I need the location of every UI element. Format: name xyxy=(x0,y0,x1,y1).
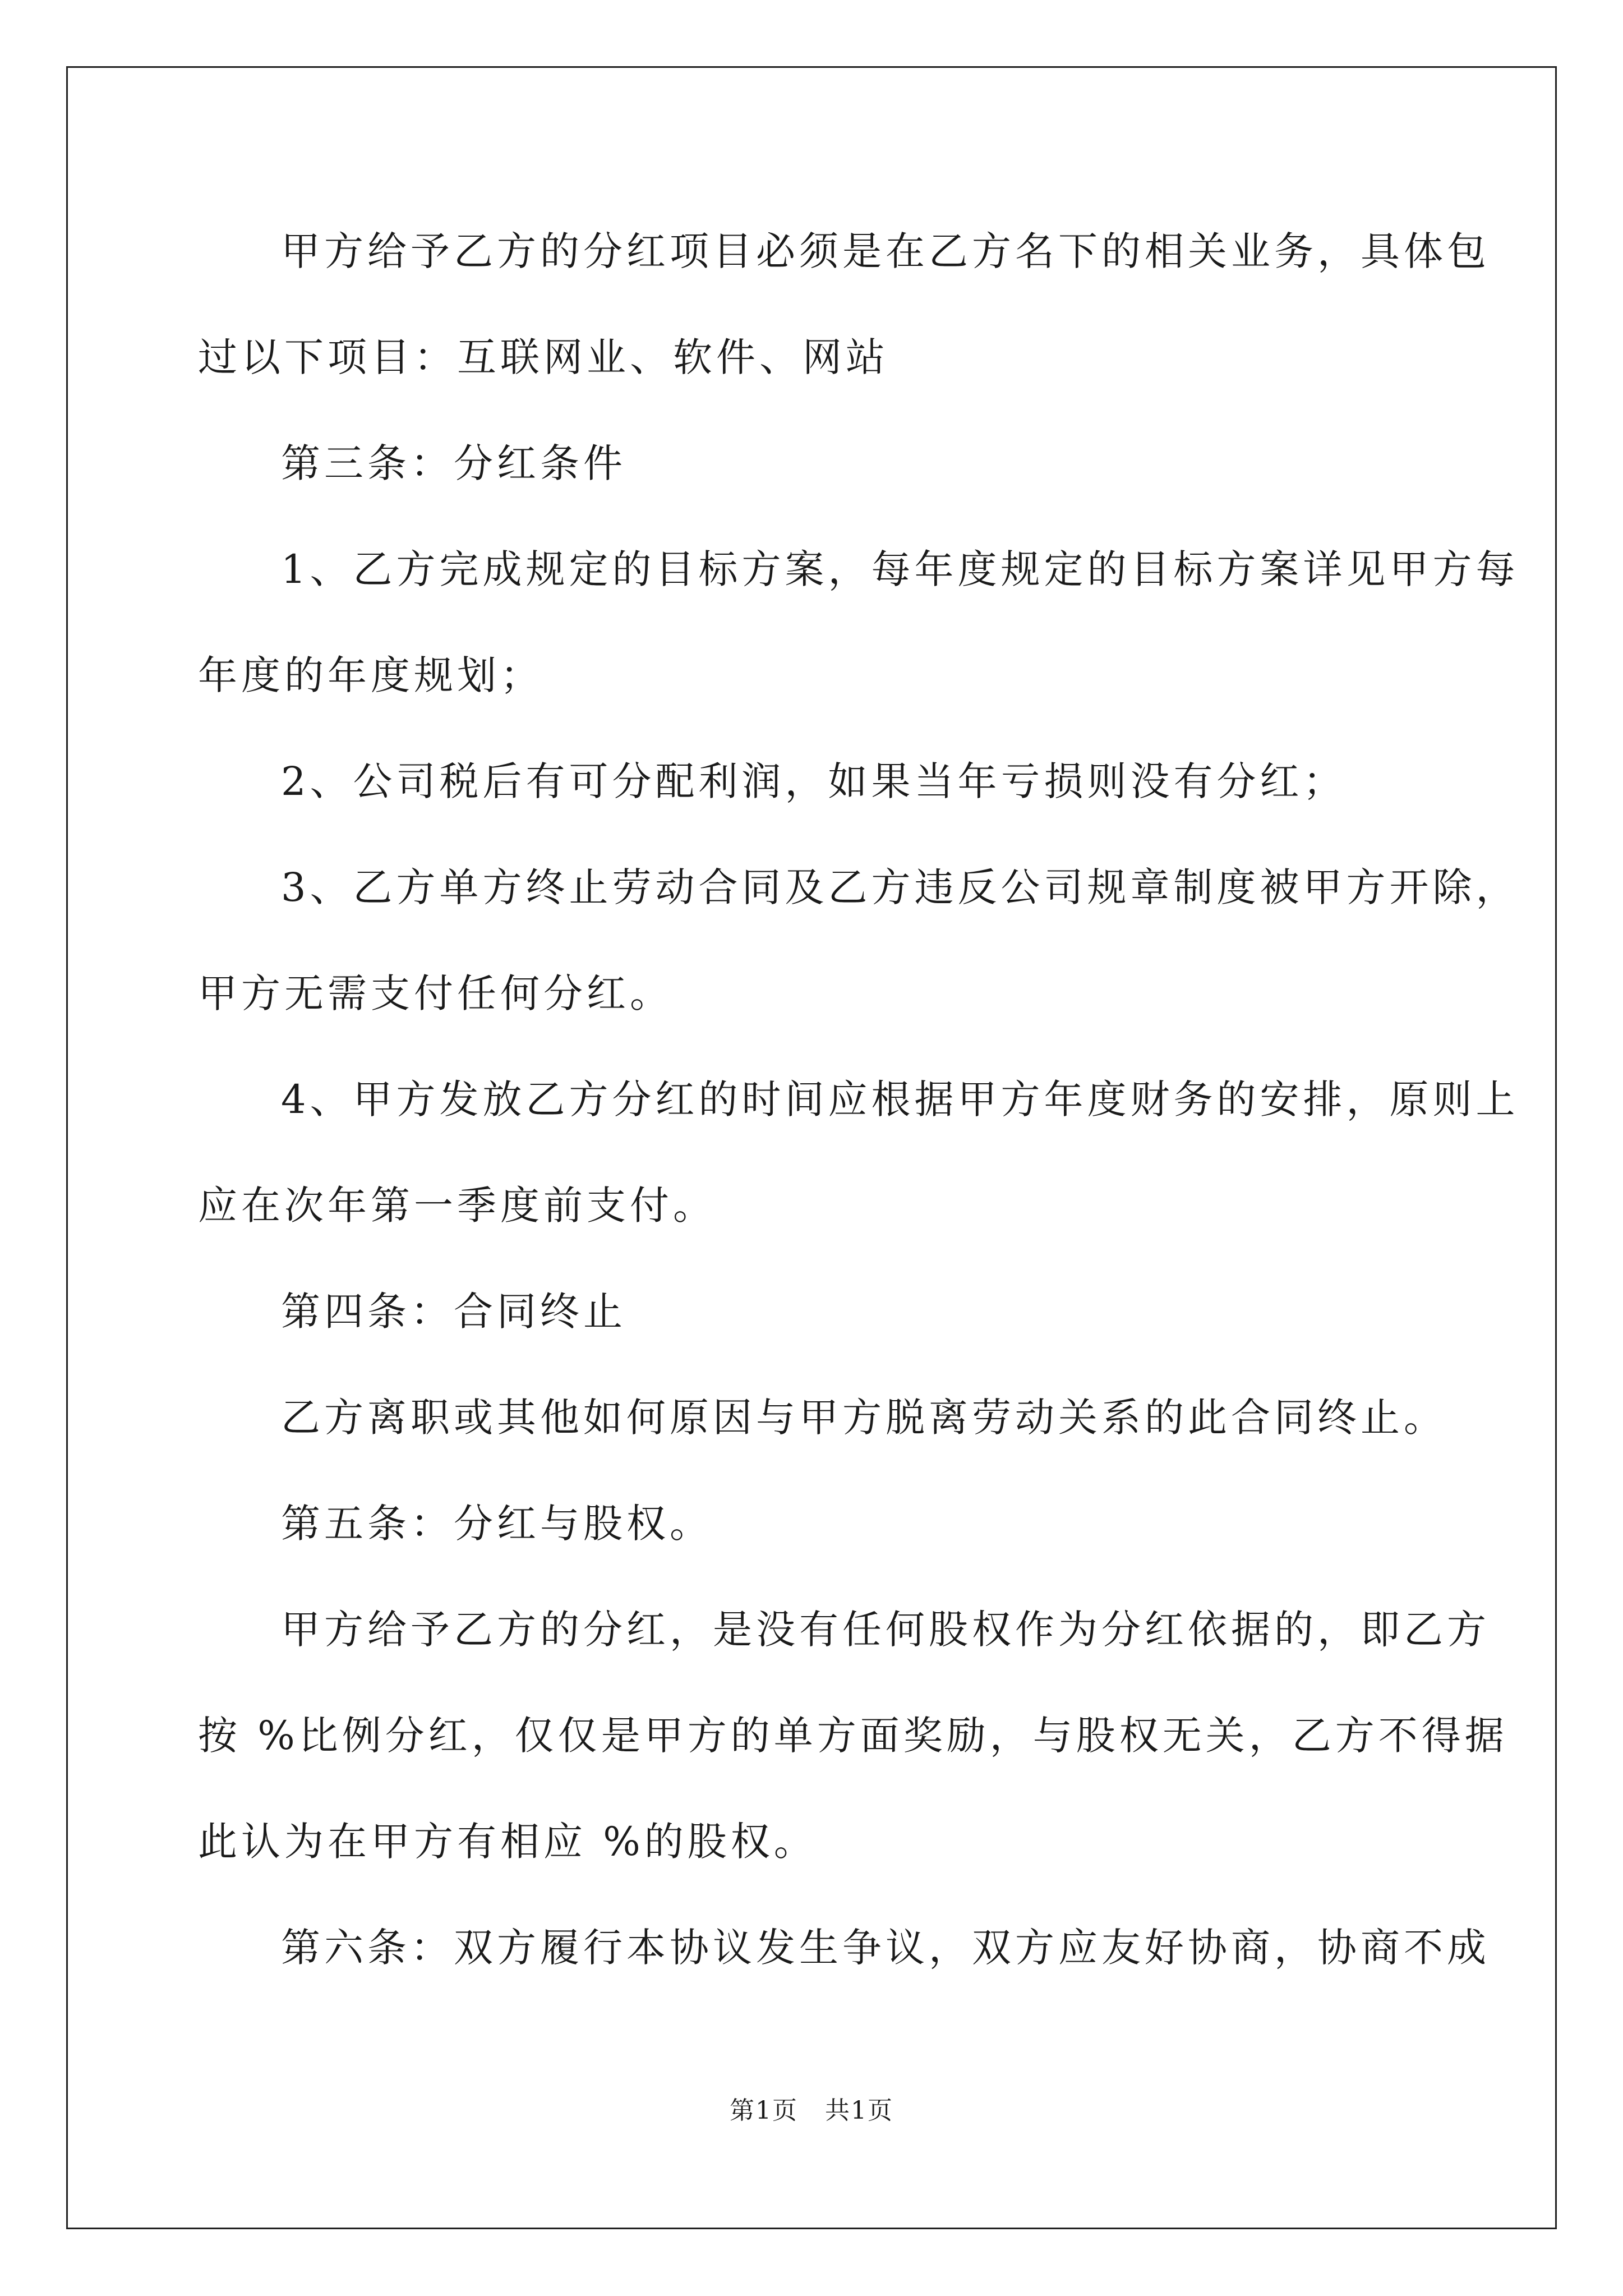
section-heading: 第三条：分红条件 xyxy=(281,440,626,486)
paragraph-line: 甲方给予乙方的分红项目必须是在乙方名下的相关业务，具体包 xyxy=(281,228,1490,274)
paragraph-line: 甲方无需支付任何分红。 xyxy=(198,970,673,1016)
paragraph-line: 第六条：双方履行本协议发生争议，双方应友好协商，协商不成 xyxy=(281,1925,1490,1971)
page-total-label: 共1页 xyxy=(825,2096,893,2125)
section-heading: 第五条：分红与股权。 xyxy=(281,1501,713,1547)
paragraph-line: 1、乙方完成规定的目标方案，每年度规定的目标方案详见甲方每 xyxy=(281,546,1519,592)
paragraph-line: 2、公司税后有可分配利润，如果当年亏损则没有分红； xyxy=(281,758,1347,804)
paragraph-line: 乙方离职或其他如何原因与甲方脱离劳动关系的此合同终止。 xyxy=(281,1395,1447,1441)
paragraph-line: 此认为在甲方有相应 %的股权。 xyxy=(198,1819,817,1865)
page-border xyxy=(66,66,1557,2229)
paragraph-line: 3、乙方单方终止劳动合同及乙方违反公司规章制度被甲方开除， xyxy=(281,864,1519,910)
paragraph-line: 4、甲方发放乙方分红的时间应根据甲方年度财务的安排，原则上 xyxy=(281,1076,1519,1122)
page-footer xyxy=(0,2095,1623,2127)
paragraph-line: 年度的年度规划； xyxy=(198,652,543,698)
section-heading: 第四条：合同终止 xyxy=(281,1289,626,1335)
page-current-label: 第1页 xyxy=(730,2096,798,2125)
paragraph-line: 甲方给予乙方的分红，是没有任何股权作为分红依据的，即乙方 xyxy=(281,1607,1490,1653)
paragraph-line: 按 %比例分红，仅仅是甲方的单方面奖励，与股权无关，乙方不得据 xyxy=(198,1713,1508,1759)
paragraph-line: 应在次年第一季度前支付。 xyxy=(198,1182,716,1228)
paragraph-line: 过以下项目：互联网业、软件、网站 xyxy=(198,334,889,380)
